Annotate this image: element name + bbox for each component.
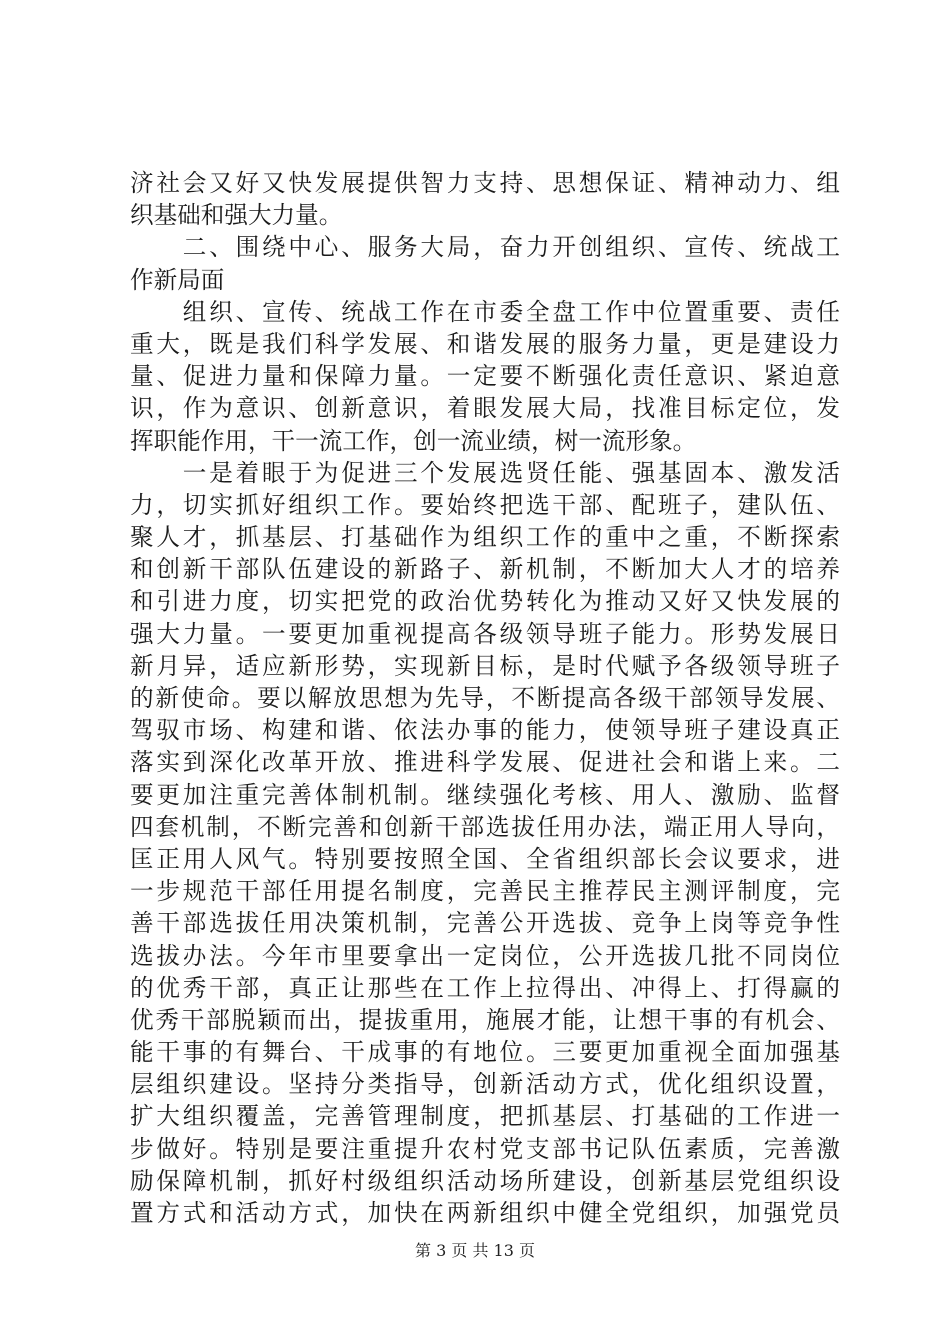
text-line: 励保障机制，抓好村级组织活动场所建设，创新基层党组织设 [130,1166,840,1195]
text-line: 落实到深化改革开放、推进科学发展、促进社会和谐上来。二 [130,748,840,777]
text-line: 置方式和活动方式，加快在两新组织中健全党组织，加强党员 [130,1199,840,1227]
text-line: 和引进力度，切实把党的政治优势转化为推动又好又快发展的 [130,587,840,616]
text-line: 组织、宣传、统战工作在市委全盘工作中位置重要、责任 [130,297,840,326]
text-line: 扩大组织覆盖，完善管理制度，把抓基层、打基础的工作进一 [130,1102,840,1131]
text-line: 聚人才，抓基层、打基础作为组织工作的重中之重，不断探索 [130,523,840,552]
text-line: 和创新干部队伍建设的新路子、新机制，不断加大人才的培养 [130,555,840,584]
text-line: 重大，既是我们科学发展、和谐发展的服务力量，更是建设力 [130,329,840,358]
text-line: 能干事的有舞台、干成事的有地位。三要更加重视全面加强基 [130,1038,840,1067]
text-line: 四套机制，不断完善和创新干部选拔任用办法，端正用人导向， [130,812,840,841]
text-line: 量、促进力量和保障力量。一定要不断强化责任意识、紧迫意 [130,362,840,391]
text-line: 优秀干部脱颖而出，提拔重用，施展才能，让想干事的有机会、 [130,1005,840,1034]
text-line: 一是着眼于为促进三个发展选贤任能、强基固本、激发活 [130,458,840,487]
text-line: 善干部选拔任用决策机制，完善公开选拔、竞争上岗等竞争性 [130,909,840,938]
text-line: 要更加注重完善体制机制。继续强化考核、用人、激励、监督 [130,780,840,809]
text-line: 济社会又好又快发展提供智力支持、思想保证、精神动力、组 [130,169,840,197]
text-line: 识，作为意识、创新意识，着眼发展大局，找准目标定位，发 [130,394,840,423]
text-line: 的新使命。要以解放思想为先导，不断提高各级干部领导发展、 [130,684,840,712]
text-line: 选拔办法。今年市里要拿出一定岗位，公开选拔几批不同岗位 [130,941,840,970]
page-footer: 第 3 页 共 13 页 [415,1241,535,1260]
text-line: 强大力量。一要更加重视提高各级领导班子能力。形势发展日 [130,619,840,648]
text-line: 的优秀干部，真正让那些在工作上拉得出、冲得上、打得赢的 [130,973,840,1002]
document-body [130,167,840,1229]
text-line: 挥职能作用，干一流工作，创一流业绩，树一流形象。 [130,426,697,455]
text-line: 驾驭市场、构建和谐、依法办事的能力，使领导班子建设真正 [130,716,840,745]
text-line: 匡正用人风气。特别要按照全国、全省组织部长会议要求，进 [130,844,840,873]
text-line: 步做好。特别是要注重提升农村党支部书记队伍素质，完善激 [130,1134,840,1163]
text-line: 织基础和强大力量。 [130,201,343,230]
text-line: 力，切实抓好组织工作。要始终把选干部、配班子，建队伍、 [130,490,840,519]
text-line: 二、围绕中心、服务大局，奋力开创组织、宣传、统战工 [130,233,840,262]
text-line: 层组织建设。坚持分类指导，创新活动方式，优化组织设置， [130,1070,840,1099]
text-line: 新月异，适应新形势，实现新目标，是时代赋予各级领导班子 [130,651,840,680]
text-line: 作新局面 [130,265,225,294]
text-line: 一步规范干部任用提名制度，完善民主推荐民主测评制度，完 [130,877,840,906]
